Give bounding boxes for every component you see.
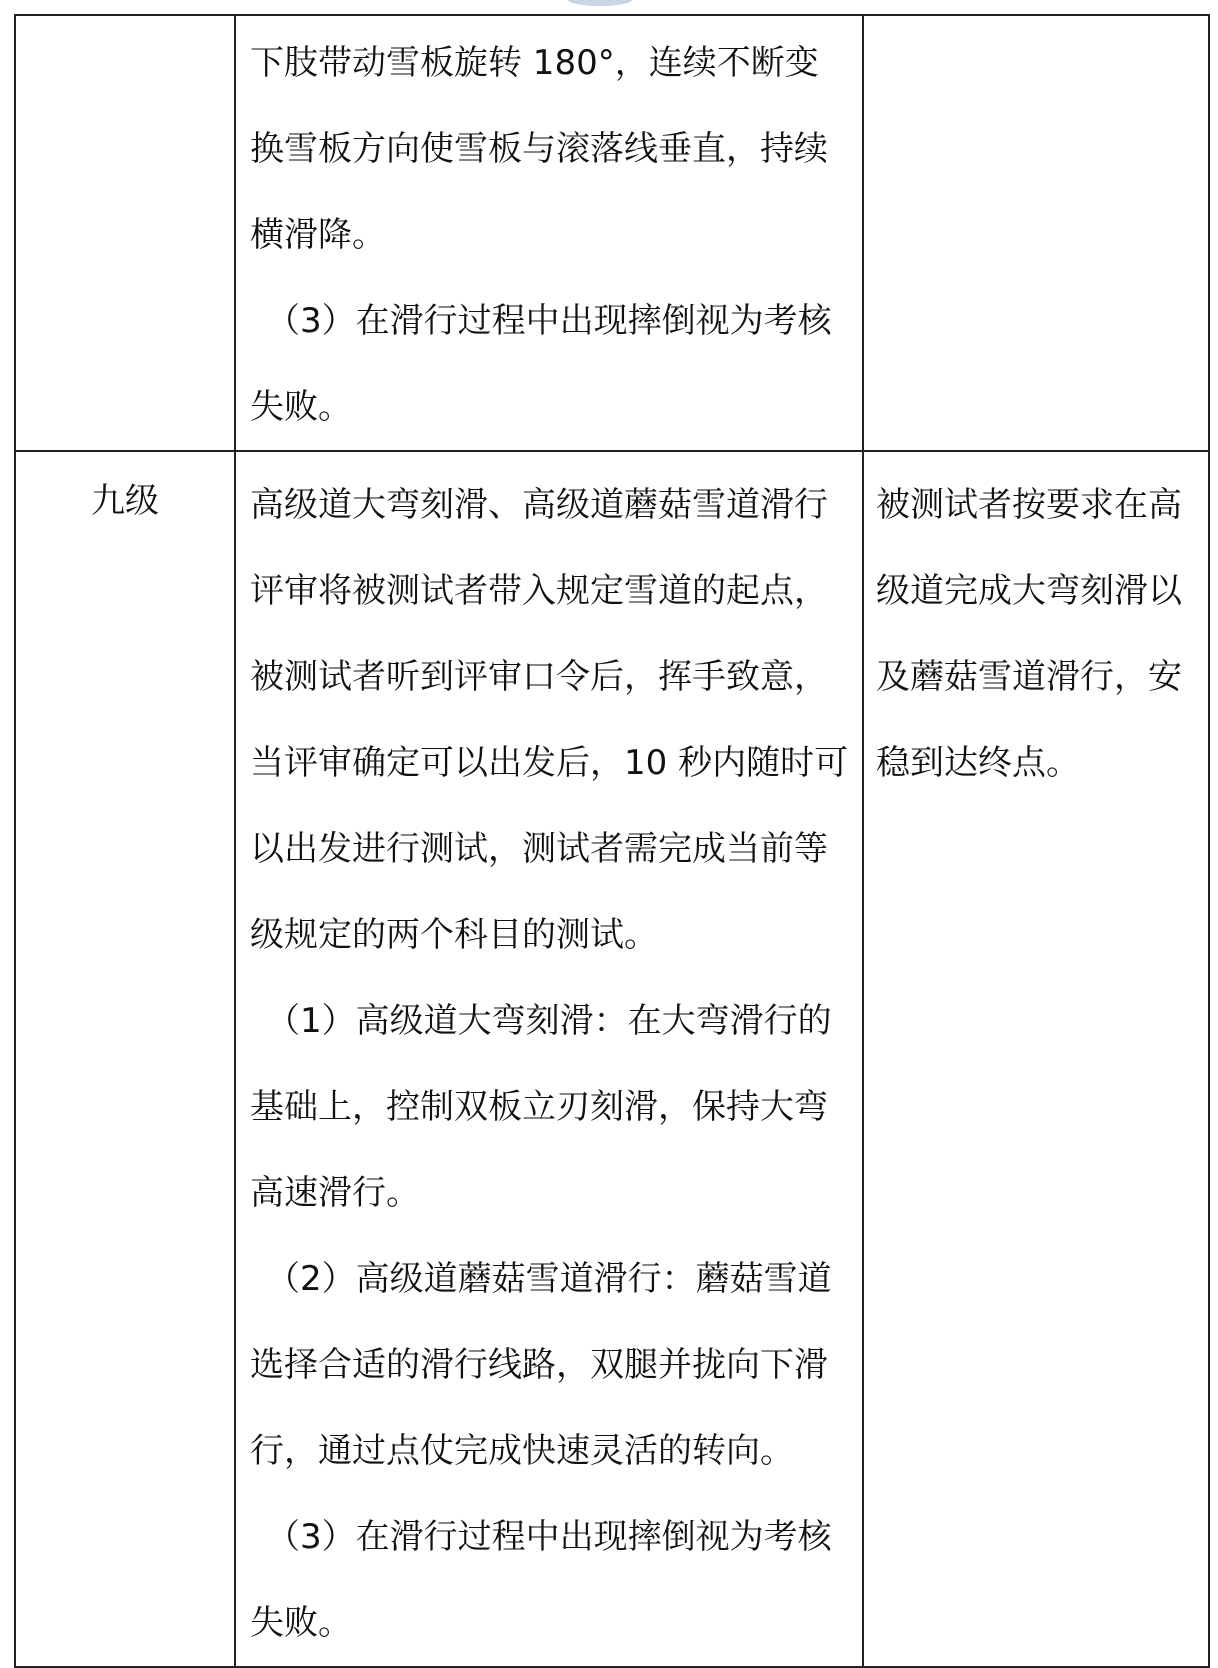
content-paragraph: （3）在滑行过程中出现摔倒视为考核失败。 bbox=[250, 301, 832, 427]
level-cell bbox=[15, 451, 235, 1667]
level-cell bbox=[15, 15, 235, 451]
level-label: 九级 bbox=[91, 481, 159, 521]
logo-fragment bbox=[568, 0, 632, 6]
content-heading: 高级道大弯刻滑、高级道蘑菇雪道滑行 bbox=[250, 485, 828, 525]
content-cell bbox=[235, 451, 863, 1667]
content-paragraph: 评审将被测试者带入规定雪道的起点，被测试者听到评审口令后，挥手致意，当评审确定可以出发后，10 秒内随时可以出发进行测试，测试者需完成当前等级规定的两个科目的测试。 bbox=[250, 571, 849, 955]
grade-table bbox=[14, 14, 1210, 1668]
content-paragraph: （3）在滑行过程中出现摔倒视为考核失败。 bbox=[250, 1517, 832, 1643]
content-paragraph: 下肢带动雪板旋转 180°，连续不断变换雪板方向使雪板与滚落线垂直，持续横滑降。 bbox=[250, 43, 828, 255]
table-row bbox=[15, 451, 1209, 1667]
content-cell bbox=[235, 15, 863, 451]
requirement-cell bbox=[863, 15, 1209, 451]
content-paragraph: （1）高级道大弯刻滑：在大弯滑行的基础上，控制双板立刃刻滑，保持大弯高速滑行。 bbox=[250, 1001, 832, 1213]
content-paragraph: （2）高级道蘑菇雪道滑行：蘑菇雪道选择合适的滑行线路，双腿并拢向下滑行，通过点仗完成快速灵活的转向。 bbox=[250, 1259, 832, 1471]
requirement-cell bbox=[863, 451, 1209, 1667]
requirement-text: 被测试者按要求在高级道完成大弯刻滑以及蘑菇雪道滑行，安稳到达终点。 bbox=[876, 485, 1182, 783]
table-row bbox=[15, 15, 1209, 451]
